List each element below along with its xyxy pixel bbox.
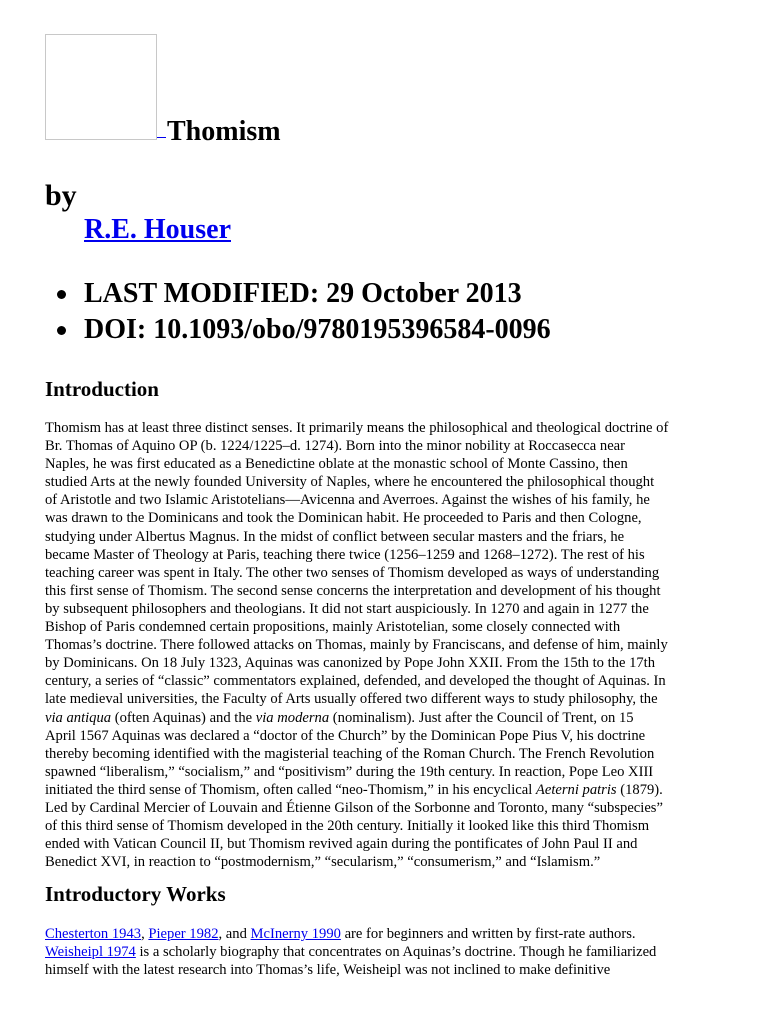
introduction-line (45, 672, 757, 690)
introduction-line (45, 817, 757, 835)
text-segment: Thomism has at least three distinct senses. It primarily means the philosophical and theological doctrine of (45, 420, 669, 436)
introduction-line (45, 763, 757, 781)
text-segment: of this third sense of Thomism developed in the 20th century. Initially it looked like this third Thomism (45, 818, 650, 835)
text-segment: ended with Vatican Council II, but Thomism revived again during the pontificates of John Paul II and (45, 836, 638, 853)
text-segment: was drawn to the Dominicans and took the Dominican habit. He proceeded to Paris and then Cologne, (45, 510, 642, 527)
text-segment: teaching career was spent in Italy. The other two senses of Thomism developed as ways of understanding (45, 564, 660, 581)
text-segment: this first sense of Thomism. The second sense concerns the interpretation and development of his thought (45, 582, 661, 599)
introduction-line (45, 781, 757, 799)
works-text: are for beginners and written by first-rate authors. (340, 926, 636, 942)
text-segment: spawned “liberalism,” “socialism,” and “positivism” during the 19th century. In reaction, Pope Leo XIII (45, 763, 654, 780)
text-segment: studied Arts at the newly founded University of Naples, where he encountered the philosophical thought (45, 474, 655, 491)
text-segment: (often Aquinas) and the (111, 709, 256, 726)
introduction-line (45, 419, 757, 437)
introduction-line (45, 727, 757, 745)
works-line-3: himself with the latest research into Thomas’s life, Weisheipl was not inclined to make definitive (45, 962, 611, 979)
text-segment: late medieval universities, the Faculty of Arts usually offered two different ways to study philosophy, the (45, 691, 658, 708)
works-line-2 (45, 943, 757, 961)
introduction-line (45, 564, 757, 582)
introduction-line (45, 618, 757, 636)
italic-term: via antiqua (45, 709, 112, 726)
doi-item: DOI: 10.1093/obo/9780195396584-0096 (44, 312, 551, 348)
text-segment: thereby becoming identified with the magisterial teaching of the Roman Church. The French Revolution (45, 745, 655, 762)
page-title: Thomism (167, 116, 281, 147)
citation-link-mcinerny-1990[interactable]: McInerny 1990 (250, 926, 341, 942)
text-segment: (nominalism). Just after the Council of Trent, on 15 (329, 709, 634, 726)
text-segment: by subsequent philosophers and theologians. It did not start auspiciously. In 1270 and again in 1277 the (45, 600, 649, 617)
text-segment: Thomas’s doctrine. There followed attacks on Thomas, mainly by Franciscans, and defense of him, mainly (45, 637, 668, 654)
citation-link-chesterton-1943[interactable]: Chesterton 1943 (45, 926, 142, 942)
author-link-wrapper (84, 213, 231, 247)
introduction-line (45, 455, 757, 473)
logo-link-underline[interactable] (157, 137, 166, 138)
italic-term: via moderna (255, 709, 330, 726)
introduction-paragraph (45, 419, 757, 871)
text-segment: by Dominicans. On 18 July 1323, Aquinas was canonized by Pope John XXII. From the 15th to the 17th (45, 655, 656, 672)
byline-label: by (45, 179, 77, 212)
introduction-line (45, 600, 757, 618)
text-segment: April 1567 Aquinas was declared a “doctor of the Church” by the Dominican Pope Pius V, his doctrine (45, 727, 646, 744)
text-segment: of Aristotle and two Islamic Aristotelians—Avicenna and Averroes. Against the wishes of his family, he (45, 492, 650, 509)
introduction-heading: Introduction (45, 377, 159, 401)
introduction-line (45, 835, 757, 853)
citation-link-pieper-1982[interactable]: Pieper 1982 (148, 926, 219, 942)
text-segment: century, a series of “classic” commentators explained, defended, and developed the thought of Aquinas. In (45, 673, 666, 690)
introduction-line (45, 654, 757, 672)
introduction-line (45, 437, 757, 455)
text-segment: Led by Cardinal Mercier of Louvain and Étienne Gilson of the Sorbonne and Toronto, many “subspecies” (45, 799, 663, 816)
last-modified-item: LAST MODIFIED: 29 October 2013 (44, 276, 551, 312)
text-segment: initiated the third sense of Thomism, often called “neo-Thomism,” in his encyclical (45, 781, 536, 798)
logo-image-placeholder[interactable] (45, 34, 157, 140)
introduction-line (45, 582, 757, 600)
text-segment: Bishop of Paris condemned certain propositions, mainly Aristotelian, some closely connected with (45, 619, 621, 636)
introductory-works-paragraph (45, 925, 757, 979)
text-segment: studying under Albertus Magnus. In the midst of conflict between secular masters and the friars, he (45, 528, 625, 545)
text-segment: Br. Thomas of Aquino OP (b. 1224/1225–d. 1274). Born into the minor nobility at Roccasecca near (45, 438, 626, 455)
article-metadata-list (44, 276, 551, 348)
introduction-line (45, 636, 757, 654)
introduction-line (45, 853, 757, 871)
works-line-1 (45, 925, 757, 943)
text-segment: became Master of Theology at Paris, teaching there twice (1256–1259 and 1268–1272). The rest of his (45, 546, 645, 563)
citation-link-weisheipl-1974[interactable]: Weisheipl 1974 (45, 944, 136, 961)
italic-term: Aeterni patris (535, 781, 617, 798)
works-separator: , and (218, 926, 251, 942)
introduction-line (45, 690, 757, 708)
introduction-line (45, 473, 757, 491)
works-separator: , (141, 926, 149, 942)
introduction-line (45, 709, 757, 727)
text-segment: Benedict XVI, in reaction to “postmodernism,” “secularism,” “consumerism,” and “Islamism.” (45, 854, 601, 871)
introduction-line (45, 491, 757, 509)
introduction-line (45, 799, 757, 817)
works-text: is a scholarly biography that concentrates on Aquinas’s doctrine. Though he familiarized (135, 944, 657, 961)
introduction-line (45, 745, 757, 763)
introduction-line (45, 528, 757, 546)
introduction-line (45, 546, 757, 564)
introduction-line (45, 509, 757, 527)
text-segment: (1879). (616, 781, 663, 798)
text-segment: Naples, he was first educated as a Benedictine oblate at the monastic school of Monte Cassino, then (45, 456, 628, 473)
introductory-works-heading: Introductory Works (45, 882, 226, 906)
author-link[interactable]: R.E. Houser (84, 214, 231, 245)
